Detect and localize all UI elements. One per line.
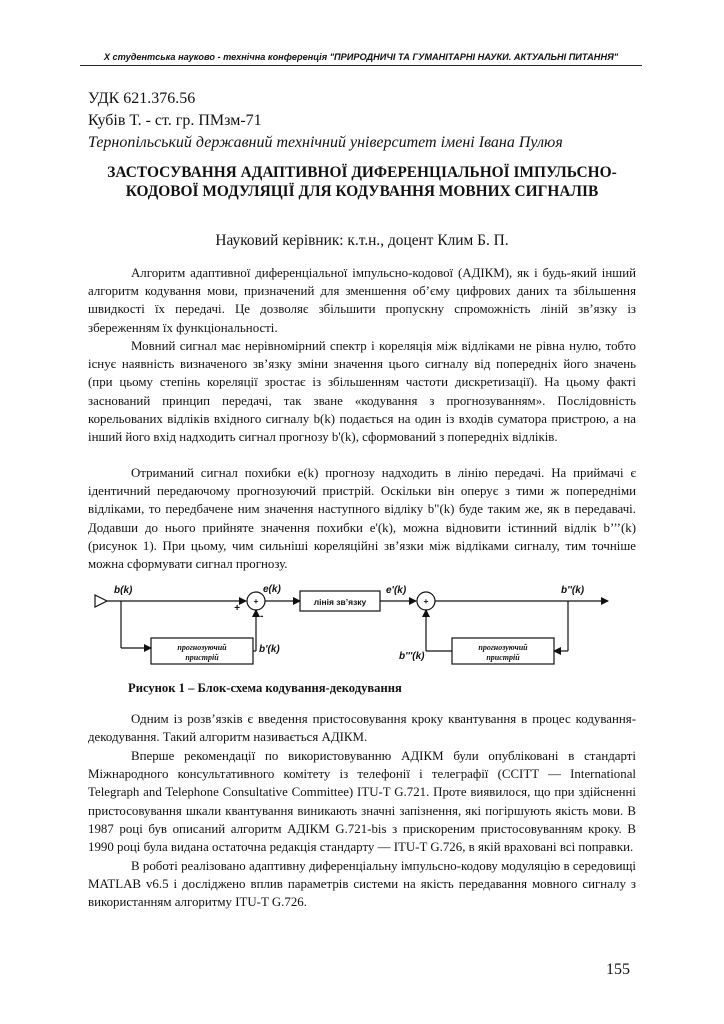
author-line: Кубів Т. - ст. гр. ПМзм-71 — [88, 112, 262, 129]
predictor-rx-label-1: прогнозуючий — [478, 643, 528, 652]
conference-header: Х студентська науково - технічна конференція "ПРИРОДНИЧІ ТА ГУМАНІТАРНІ НАУКИ. АКТУАЛЬНІ ПИТАННЯ" — [80, 52, 642, 66]
signal-b-label: b(k) — [114, 585, 133, 596]
supervisor-line: Науковий керівник: к.т.н., доцент Клим Б. П. — [215, 232, 509, 249]
predictor-tx-label-2: пристрій — [185, 653, 219, 662]
paragraph-3: Отриманий сигнал похибки e(k) прогнозу надходить в лінію передачі. На приймачі є ідентичний передаючому прогнозуючий пристрій. Оскільки він оперує з тими ж попередніми відліками, то передбачене ним значення наступного відліку b"(k) буде таким же, як в передавачі. Додавши до нього прийняте значення похибки e'(k), можна відновити істинний відлік b’’’(k) (рисунок 1). При цьому, чим сильніші кореляційні зв’язки між відліками сигналу, тим точніше можна сформувати сигнал прогнозу. — [88, 466, 636, 572]
figure-caption: Рисунок 1 – Блок-схема кодування-декодування — [128, 681, 402, 695]
predictor-rx-label-2: пристрій — [486, 653, 520, 662]
signal-b-triple-label: b'''(k) — [399, 651, 425, 662]
summator-rx-sign: + — [423, 596, 429, 606]
udk-code: УДК 621.376.56 — [88, 90, 196, 107]
minus-sign: - — [260, 611, 264, 622]
signal-e-prime-label: e'(k) — [386, 585, 407, 596]
university-line: Тернопільський державний технічний університет імені Івана Пулюя — [88, 134, 563, 151]
paragraph-5: Вперше рекомендації по використовуванню АДІКМ були опубліковані в стандарті Міжнародного консультативного комітету із телефонії і телеграфії (CCITT — International Telegraph and Telephone Consultative Committee) ITU-T G.721. Проте виявилося, що при здійсненні пристосовування шкали квантування виникають значні запізнення, які погіршують якість мови. В 1987 році був описаний алгоритм АДІКМ G.721-bis з прискореним пристосовуванням кроку. В 1990 році була видана остаточна редакція стандарту — ITU-T G.726, в якій враховані всі поправки. — [88, 749, 636, 855]
paragraph-2: Мовний сигнал має нерівномірний спектр і кореляція між відліками не рівна нулю, тобто існує наявність визначеного зв’язку зміни значення цього сигналу від попередніх його значень (при цьому степінь кореляції зростає із збільшенням частоти дискретизації). На цьому факті заснований принцип передачі, так зване «кодування з прогнозуванням». Послідовність корельованих відліків вхідного сигналу b(k) подається на один із входів суматора пристрою, а на інший його вхід надходить сигнал прогнозу b'(k), сформований з попередніх відліків. — [88, 339, 636, 445]
signal-b-prime-label: b'(k) — [259, 644, 280, 655]
channel-label: лінія зв’язку — [313, 597, 367, 607]
paper-title: ЗАСТОСУВАННЯ АДАПТИВНОЇ ДИФЕРЕНЦІАЛЬНОЇ ІМПУЛЬСНО-КОДОВОЇ МОДУЛЯЦІЇ ДЛЯ КОДУВАННЯ МОВНИХ СИГНАЛІВ — [107, 164, 617, 200]
page-number: 155 — [606, 961, 630, 978]
input-terminal-icon — [95, 595, 107, 607]
block-diagram — [88, 578, 636, 678]
summator-tx-sign: + — [253, 596, 259, 606]
paragraph-1: Алгоритм адаптивної диференціальної імпульсно-кодової (АДІКМ), як і будь-який інший алгоритм кодування мови, призначений для зменшення об’єму цифрових даних та збільшення швидкості їх передачі. Це дозволяє збільшити пропускну спроможність ліній зв’язку із збереженням їх функціональності. — [88, 266, 636, 335]
paragraph-4: Одним із розв’язків є введення пристосовування кроку квантування в процес кодування-декодування. Такий алгоритм називається АДІКМ. — [88, 712, 636, 745]
signal-out-label: b''(k) — [561, 585, 585, 596]
predictor-tx-label-1: прогнозуючий — [177, 643, 227, 652]
signal-e-label: e(k) — [263, 584, 281, 595]
paragraph-6: В роботі реалізовано адаптивну диференціальну імпульсно-кодову модуляцію в середовищі MATLAB v6.5 і досліджено вплив параметрів системи на якість передавання мовного сигналу з використанням алгоритму ITU-T G.726. — [88, 859, 636, 910]
plus-sign: + — [234, 603, 240, 614]
